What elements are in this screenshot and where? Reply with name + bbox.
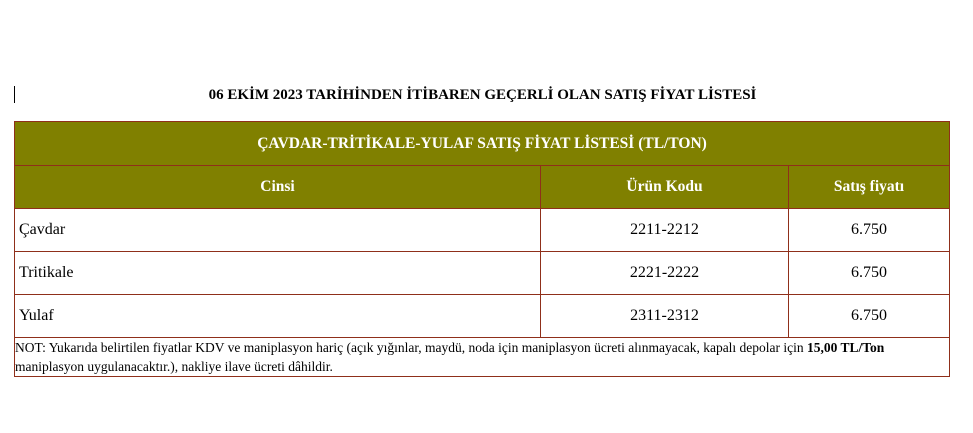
table-banner: ÇAVDAR-TRİTİKALE-YULAF SATIŞ FİYAT LİSTESİ (TL/TON) xyxy=(15,122,950,166)
table-row xyxy=(15,252,950,295)
cell-type: Yulaf xyxy=(15,295,541,338)
table-note-row xyxy=(15,338,950,377)
table-banner-row xyxy=(15,122,950,166)
cell-code: 2211-2212 xyxy=(541,209,789,252)
cell-price: 6.750 xyxy=(789,209,950,252)
note-text-part1: NOT: Yukarıda belirtilen fiyatlar KDV ve maniplasyon hariç (açık yığınlar, maydü, noda için maniplasyon ücreti alınmayacak, kapalı depolar için xyxy=(15,340,808,355)
column-header-price: Satış fiyatı xyxy=(789,166,950,209)
table-row xyxy=(15,209,950,252)
price-list-table xyxy=(14,121,950,377)
cell-code: 2221-2222 xyxy=(541,252,789,295)
table-header-row xyxy=(15,166,950,209)
column-header-type: Cinsi xyxy=(15,166,541,209)
note-text xyxy=(15,338,950,377)
note-text-part2: maniplasyon uygulanacaktır.), nakliye ilave ücreti dâhildir. xyxy=(15,359,333,374)
column-header-code: Ürün Kodu xyxy=(541,166,789,209)
cell-price: 6.750 xyxy=(789,252,950,295)
table-row xyxy=(15,295,950,338)
document-title: 06 EKİM 2023 TARİHİNDEN İTİBAREN GEÇERLİ OLAN SATIŞ FİYAT LİSTESİ xyxy=(208,87,757,103)
cell-code: 2311-2312 xyxy=(541,295,789,338)
cell-price: 6.750 xyxy=(789,295,950,338)
note-text-bold: 15,00 TL/Ton xyxy=(807,340,885,355)
cell-type: Tritikale xyxy=(15,252,541,295)
cell-type: Çavdar xyxy=(15,209,541,252)
